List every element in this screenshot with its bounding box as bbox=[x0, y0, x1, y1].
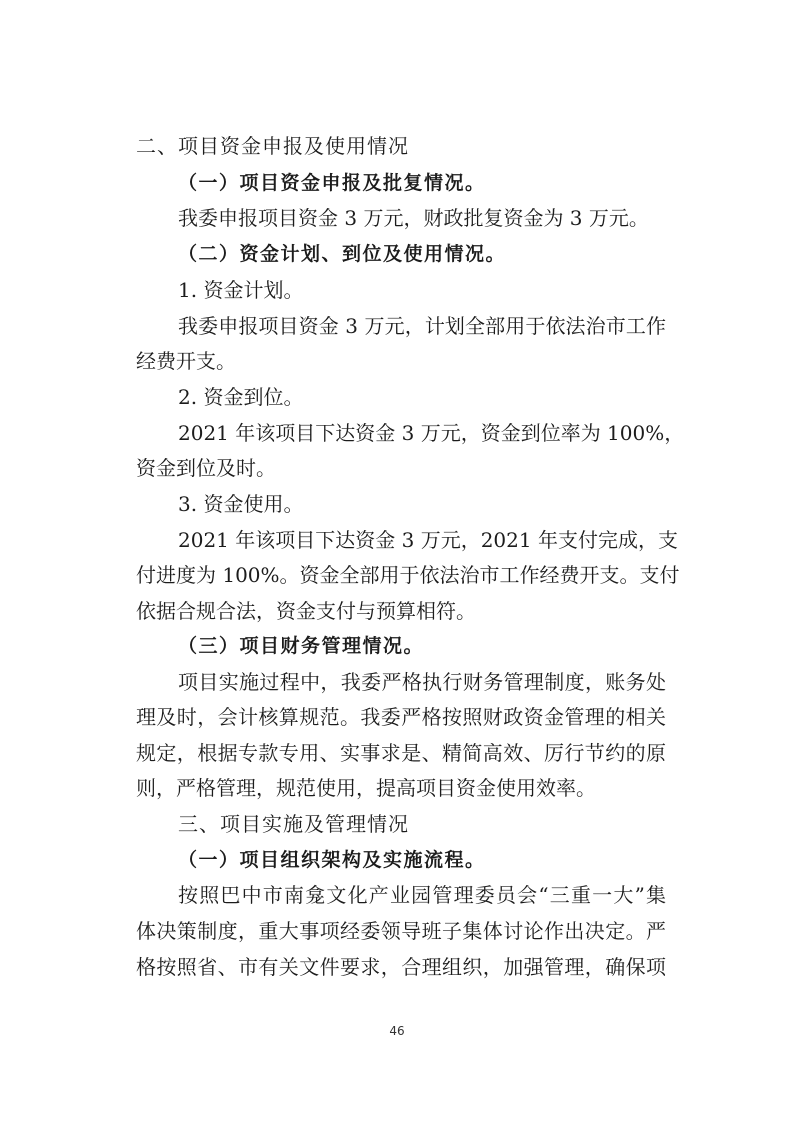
page-number: 46 bbox=[389, 1024, 405, 1038]
item-3-line-1: 2021 年该项目下达资金 3 万元，2021 年支付完成，支 bbox=[178, 528, 678, 552]
item-1-title: 1. 资金计划。 bbox=[178, 278, 304, 302]
item-3-title: 3. 资金使用。 bbox=[178, 492, 304, 516]
subsection-4-line-3: 格按照省、市有关文件要求，合理组织，加强管理，确保项 bbox=[136, 955, 666, 979]
subsection-1-text: 我委申报项目资金 3 万元，财政批复资金为 3 万元。 bbox=[178, 206, 649, 230]
subsection-4-line-2: 体决策制度，重大事项经委领导班子集体讨论作出决定。严 bbox=[136, 919, 666, 943]
subsection-4-heading: （一）项目组织架构及实施流程。 bbox=[178, 849, 486, 871]
subsection-1-heading: （一）项目资金申报及批复情况。 bbox=[178, 172, 486, 194]
item-1-line-1: 我委申报项目资金 3 万元，计划全部用于依法治市工作 bbox=[178, 314, 666, 338]
item-3-line-2: 付进度为 100%。资金全部用于依法治市工作经费开支。支付 bbox=[136, 563, 680, 587]
section-3-heading: 三、项目实施及管理情况 bbox=[178, 812, 409, 836]
item-3-line-3: 依据合规合法，资金支付与预算相符。 bbox=[136, 599, 476, 623]
subsection-3-heading: （三）项目财务管理情况。 bbox=[178, 635, 425, 657]
subsection-4-line-1: 按照巴中市南龛文化产业园管理委员会“三重一大”集 bbox=[178, 883, 666, 907]
item-1-line-2: 经费开支。 bbox=[136, 349, 236, 373]
subsection-3-line-2: 理及时，会计核算规范。我委严格按照财政资金管理的相关 bbox=[136, 705, 666, 729]
subsection-2-heading: （二）资金计划、到位及使用情况。 bbox=[178, 243, 507, 265]
item-2-title: 2. 资金到位。 bbox=[178, 385, 304, 409]
subsection-3-line-3: 规定，根据专款专用、实事求是、精简高效、厉行节约的原 bbox=[136, 741, 666, 765]
item-2-line-1: 2021 年该项目下达资金 3 万元，资金到位率为 100%， bbox=[178, 421, 685, 445]
subsection-3-line-4: 则，严格管理，规范使用，提高项目资金使用效率。 bbox=[136, 776, 596, 800]
subsection-3-line-1: 项目实施过程中，我委严格执行财务管理制度，账务处 bbox=[178, 670, 666, 694]
section-2-heading: 二、项目资金申报及使用情况 bbox=[136, 134, 409, 158]
item-2-line-2: 资金到位及时。 bbox=[136, 456, 276, 480]
